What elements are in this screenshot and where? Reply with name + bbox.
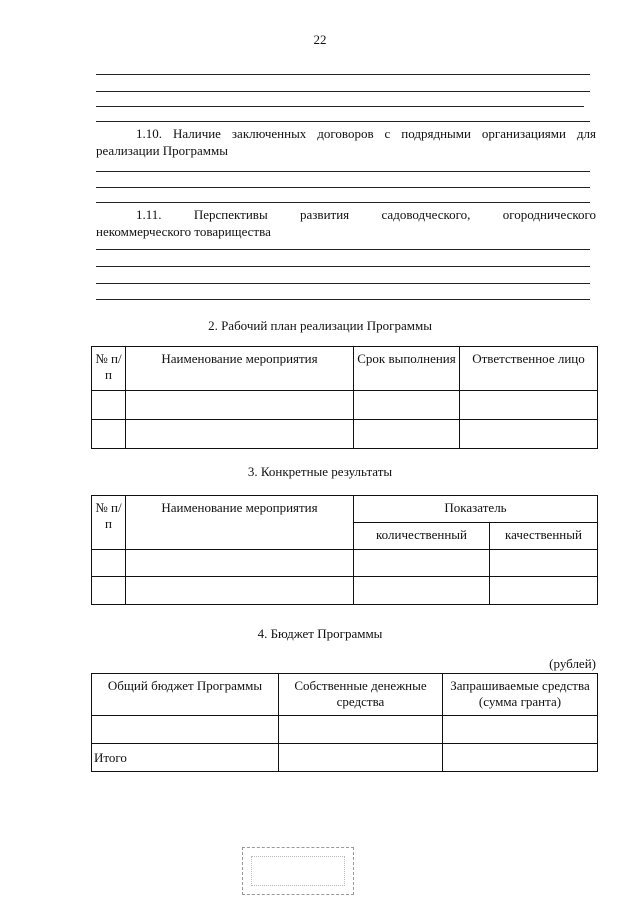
col-deadline: Срок выполнения xyxy=(354,347,460,391)
blank-line xyxy=(96,74,590,75)
table-cell[interactable] xyxy=(443,744,598,772)
blank-line xyxy=(96,283,590,284)
blank-line xyxy=(96,299,590,300)
col-activity-name: Наименование мероприятия xyxy=(126,347,354,391)
budget-unit: (рублей) xyxy=(549,656,596,671)
stamp-inner-frame xyxy=(251,856,345,886)
table-cell[interactable] xyxy=(126,577,354,605)
table-cell[interactable] xyxy=(490,550,598,577)
blank-line xyxy=(96,106,584,107)
budget-table xyxy=(91,673,598,772)
col-qualitative: качественный xyxy=(490,523,598,550)
table-cell[interactable] xyxy=(354,391,460,420)
col-total-budget: Общий бюджет Программы xyxy=(92,674,279,716)
section-1-11 xyxy=(96,206,596,240)
table-cell[interactable] xyxy=(354,577,490,605)
blank-line xyxy=(96,91,590,92)
table-cell[interactable] xyxy=(443,716,598,744)
page-number: 22 xyxy=(313,32,327,47)
col-activity-name: Наименование мероприятия xyxy=(126,496,354,550)
section-1-10-line1: 1.10. Наличие заключенных договоров с подрядными организациями для xyxy=(136,126,596,141)
table-cell[interactable] xyxy=(126,550,354,577)
blank-line xyxy=(96,266,590,267)
col-requested-funds: Запрашиваемые средства (сумма гранта) xyxy=(443,674,598,716)
work-plan-table xyxy=(91,346,598,449)
table-row xyxy=(92,391,598,420)
budget-title: 4. Бюджет Программы xyxy=(257,626,383,641)
table-cell[interactable] xyxy=(126,420,354,449)
table-row xyxy=(92,550,598,577)
blank-line xyxy=(96,121,590,122)
table-cell[interactable] xyxy=(354,550,490,577)
table-cell[interactable] xyxy=(92,577,126,605)
table-cell[interactable] xyxy=(460,420,598,449)
table-cell[interactable] xyxy=(92,391,126,420)
blank-line xyxy=(96,202,590,203)
col-responsible: Ответственное лицо xyxy=(460,347,598,391)
table-row xyxy=(92,577,598,605)
table-cell[interactable] xyxy=(92,550,126,577)
table-cell[interactable] xyxy=(92,420,126,449)
col-indicator: Показатель xyxy=(354,496,598,523)
section-1-10 xyxy=(96,125,596,159)
table-cell[interactable] xyxy=(460,391,598,420)
col-own-funds: Собственные денежные средства xyxy=(279,674,443,716)
col-quantitative: количественный xyxy=(354,523,490,550)
table-cell[interactable] xyxy=(354,420,460,449)
col-number: № п/п xyxy=(92,496,126,550)
table-row xyxy=(92,716,598,744)
total-label: Итого xyxy=(92,744,279,772)
table-cell[interactable] xyxy=(126,391,354,420)
table-cell[interactable] xyxy=(490,577,598,605)
section-1-11-line2: некоммерческого товарищества xyxy=(96,224,271,239)
table-cell[interactable] xyxy=(279,716,443,744)
blank-line xyxy=(96,249,590,250)
work-plan-title: 2. Рабочий план реализации Программы xyxy=(208,318,432,333)
section-1-11-line1: 1.11. Перспективы развития садоводческого, огороднического xyxy=(136,207,596,222)
table-row xyxy=(92,420,598,449)
blank-line xyxy=(96,187,590,188)
col-number: № п/п xyxy=(92,347,126,391)
results-table xyxy=(91,495,598,605)
table-cell[interactable] xyxy=(92,716,279,744)
results-title: 3. Конкретные результаты xyxy=(247,464,393,479)
table-row xyxy=(92,744,598,772)
table-cell[interactable] xyxy=(279,744,443,772)
section-1-10-line2: реализации Программы xyxy=(96,143,228,158)
blank-line xyxy=(96,171,590,172)
stamp-image xyxy=(242,847,354,895)
